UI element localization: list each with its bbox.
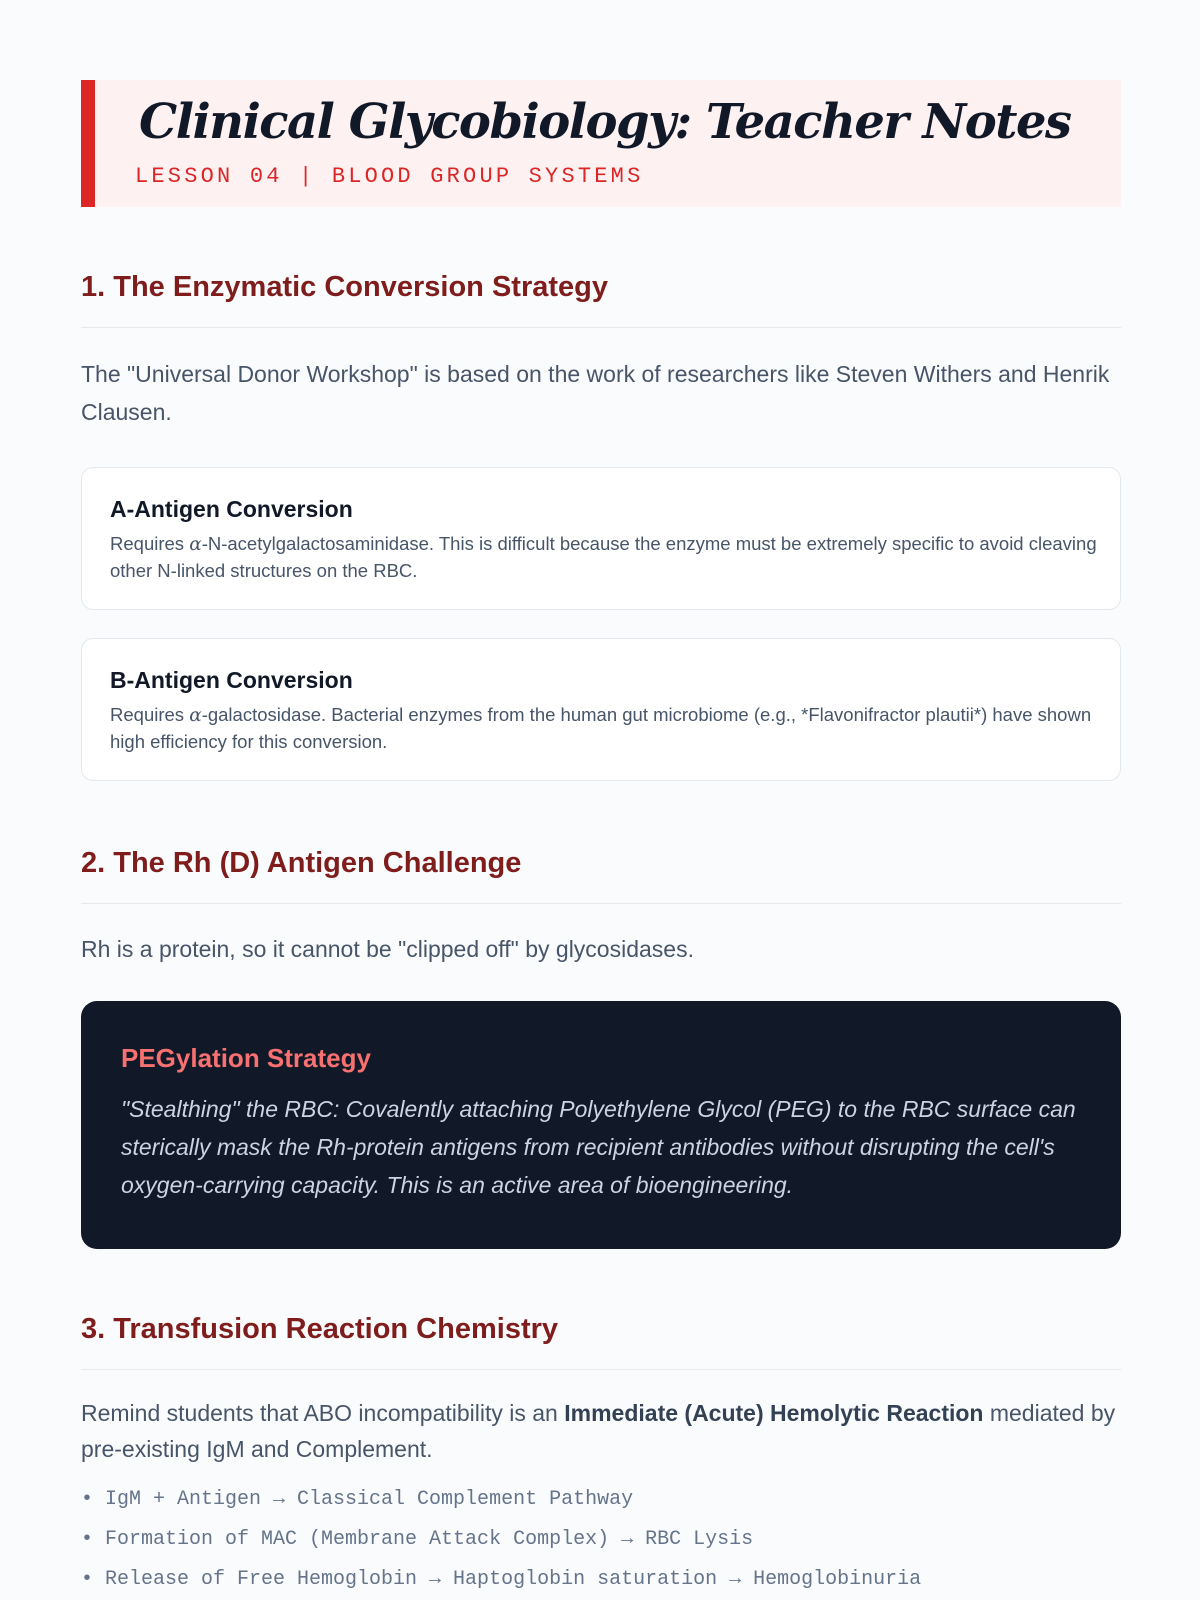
section-1-heading: 1. The Enzymatic Conversion Strategy: [81, 271, 608, 303]
card-body-text: -N-acetylgalactosaminidase. This is difficult because the enzyme must be extremely specific to avoid cleaving other N-linked structures on the RBC.: [110, 533, 1097, 581]
bullet-icon: •: [81, 1488, 94, 1511]
page-header: [81, 80, 1121, 207]
section-1-intro: The "Universal Donor Workshop" is based on the work of researchers like Steven Withers and Henrik Clausen.: [81, 361, 1110, 425]
intro-text: mediated by pre-existing IgM and Complement.: [81, 1400, 1116, 1462]
alpha-symbol: α: [189, 534, 202, 555]
pegylation-callout: [81, 1001, 1121, 1249]
section-2-divider: [81, 903, 1121, 904]
lesson-subtitle: LESSON 04 | BLOOD GROUP SYSTEMS: [135, 164, 644, 189]
callout-body: "Stealthing" the RBC: Covalently attaching Polyethylene Glycol (PEG) to the RBC surface can sterically mask the Rh-protein antigens from recipient antibodies without disrupting the cell's oxygen-carrying capacity. This is an active area of bioengineering.: [121, 1096, 1076, 1198]
alpha-symbol: α: [189, 705, 202, 726]
card-body: [110, 702, 1100, 755]
bullet-icon: •: [81, 1568, 94, 1591]
callout-title: PEGylation Strategy: [121, 1043, 371, 1073]
list-item: [81, 1520, 921, 1560]
intro-emphasis: Immediate (Acute) Hemolytic Reaction: [564, 1400, 984, 1426]
intro-text: Remind students that ABO incompatibility is an: [81, 1400, 565, 1426]
card-body: [110, 531, 1100, 584]
reaction-steps-list: [81, 1480, 921, 1600]
b-antigen-card: [81, 638, 1121, 781]
notes-content: [81, 80, 1121, 1591]
section-2-heading: 2. The Rh (D) Antigen Challenge: [81, 847, 522, 879]
list-item: [81, 1560, 921, 1600]
section-2-intro: Rh is a protein, so it cannot be "clipped off" by glycosidases.: [81, 936, 694, 962]
a-antigen-card: [81, 467, 1121, 610]
card-title: A-Antigen Conversion: [110, 496, 353, 522]
section-1-divider: [81, 327, 1121, 328]
section-3-heading: 3. Transfusion Reaction Chemistry: [81, 1313, 559, 1345]
section-3-intro: [81, 1395, 1121, 1467]
list-item-text: IgM + Antigen → Classical Complement Pathway: [105, 1488, 634, 1511]
section-3-divider: [81, 1369, 1121, 1370]
list-item: [81, 1480, 921, 1520]
card-body-prefix: Requires: [110, 704, 190, 725]
bullet-icon: •: [81, 1528, 94, 1551]
card-body-prefix: Requires: [110, 533, 190, 554]
list-item-text: Release of Free Hemoglobin → Haptoglobin saturation → Hemoglobinuria: [105, 1568, 922, 1591]
card-body-text: -galactosidase. Bacterial enzymes from the human gut microbiome (e.g., *Flavonifractor plautii*) have shown high efficiency for this conversion.: [110, 704, 1092, 752]
list-item-text: Formation of MAC (Membrane Attack Complex) → RBC Lysis: [105, 1528, 754, 1551]
page-title: Clinical Glycobiology: Teacher Notes: [139, 94, 1071, 150]
card-title: B-Antigen Conversion: [110, 667, 353, 693]
